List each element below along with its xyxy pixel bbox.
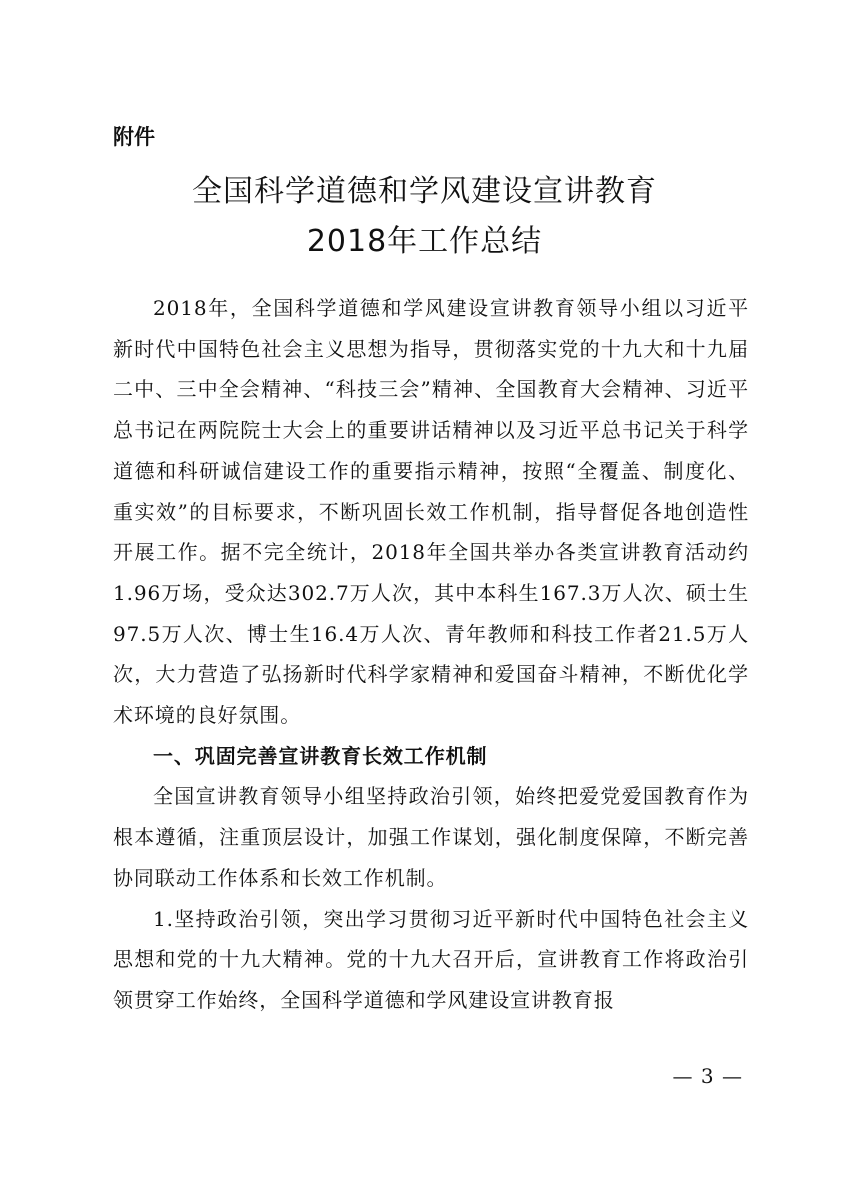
- document-body: [113, 288, 749, 1021]
- section-1-paragraph: 全国宣讲教育领导小组坚持政治引领，始终把爱党爱国教育作为根本遵循，注重顶层设计，加强工作谋划，强化制度保障，不断完善协同联动工作体系和长效工作机制。: [113, 784, 749, 890]
- intro-paragraph: 2018年，全国科学道德和学风建设宣讲教育领导小组以习近平新时代中国特色社会主义思想为指导，贯彻落实党的十九大和十九届二中、三中全会精神、“科技三会”精神、全国教育大会精神、习近平总书记在两院院士大会上的重要讲话精神以及习近平总书记关于科学道德和科研诚信建设工作的重要指示精神，按照“全覆盖、制度化、重实效”的目标要求，不断巩固长效工作机制，指导督促各地创造性开展工作。据不完全统计，2018年全国共举办各类宣讲教育活动约1.96万场，受众达302.7万人次，其中本科生167.3万人次、硕士生97.5万人次、博士生16.4万人次、青年教师和科技工作者21.5万人次，大力营造了弘扬新时代科学家精神和爱国奋斗精神，不断优化学术环境的良好氛围。: [113, 296, 749, 728]
- item-1-paragraph: 1.坚持政治引领，突出学习贯彻习近平新时代中国特色社会主义思想和党的十九大精神。党的十九大召开后，宣讲教育工作将政治引领贯穿工作始终，全国科学道德和学风建设宣讲教育报: [113, 906, 749, 1012]
- page-number: — 3 —: [672, 1064, 743, 1088]
- document-title-line-2: 2018年工作总结: [306, 224, 543, 259]
- section-heading-1: 一、巩固完善宣讲教育长效工作机制: [153, 743, 488, 768]
- document-title-line-1: 全国科学道德和学风建设宣讲教育: [192, 174, 657, 209]
- attachment-label: 附件: [113, 125, 155, 149]
